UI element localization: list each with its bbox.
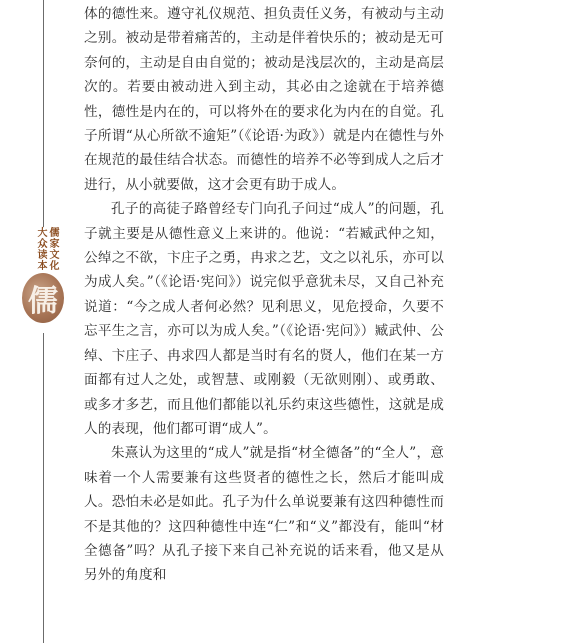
paragraph-1: 体的德性来。遵守礼仪规范、担负责任义务，有被动与主动之别。被动是带着痛苦的，主动是伴着快乐的；被动是无可奈何的，主动是自由自觉的；被动是浅层次的，主动是高层次的。若要由被动进入到主动，其必由之途就在于培养德性，德性是内在的，可以将外在的要求化为内在的自觉。孔子所谓“从心所欲不逾矩”（《论语·为政》）就是内在德性与外在规范的最佳结合状态。而德性的培养不必等到成人之后才进行，从小就要做，这才会更有助于成人。 [84, 6, 444, 193]
seal-glyph: 儒 [28, 284, 58, 319]
margin-rule-top [43, 0, 44, 227]
series-label-line-2: 大众读本 [37, 228, 48, 272]
seal-logo [22, 273, 64, 323]
series-label-line-1: 儒家文化 [49, 228, 60, 272]
paragraph-3: 朱熹认为这里的“成人”就是指“材全德备”的“全人”，意味着一个人需要兼有这些贤者的德性之长，然后才能叫成人。恐怕未必是如此。孔子为什么单说要兼有这四种德性而不是其他的？这四种德性中连“仁”和“义”都没有，能叫“材全德备”吗？从孔子接下来自己补充说的话来看，他又是从另外的角度和 [84, 445, 444, 584]
paragraph-2: 孔子的高徒子路曾经专门向孔子问过“成人”的问题，孔子就主要是从德性意义上来讲的。他说：“若臧武仲之知，公绰之不欲，卞庄子之勇，冉求之艺，文之以礼乐，亦可以为成人矣。”（《论语·宪问》）说完似乎意犹未尽，又自己补充说道：“今之成人者何必然？见利思义，见危授命，久要不忘平生之言，亦可以为成人矣。”（《论语·宪问》）臧武仲、公绰、卞庄子、冉求四人都是当时有名的贤人，他们在某一方面都有过人之处，或智慧、或刚毅（无欲则刚）、或勇敢、或多才多艺，而且他们都能以礼乐约束这些德性，这就是成人的表现，他们都可谓“成人”。 [84, 201, 444, 437]
series-label [23, 228, 65, 272]
margin-rule-bottom [43, 333, 44, 643]
body-text [84, 2, 444, 588]
